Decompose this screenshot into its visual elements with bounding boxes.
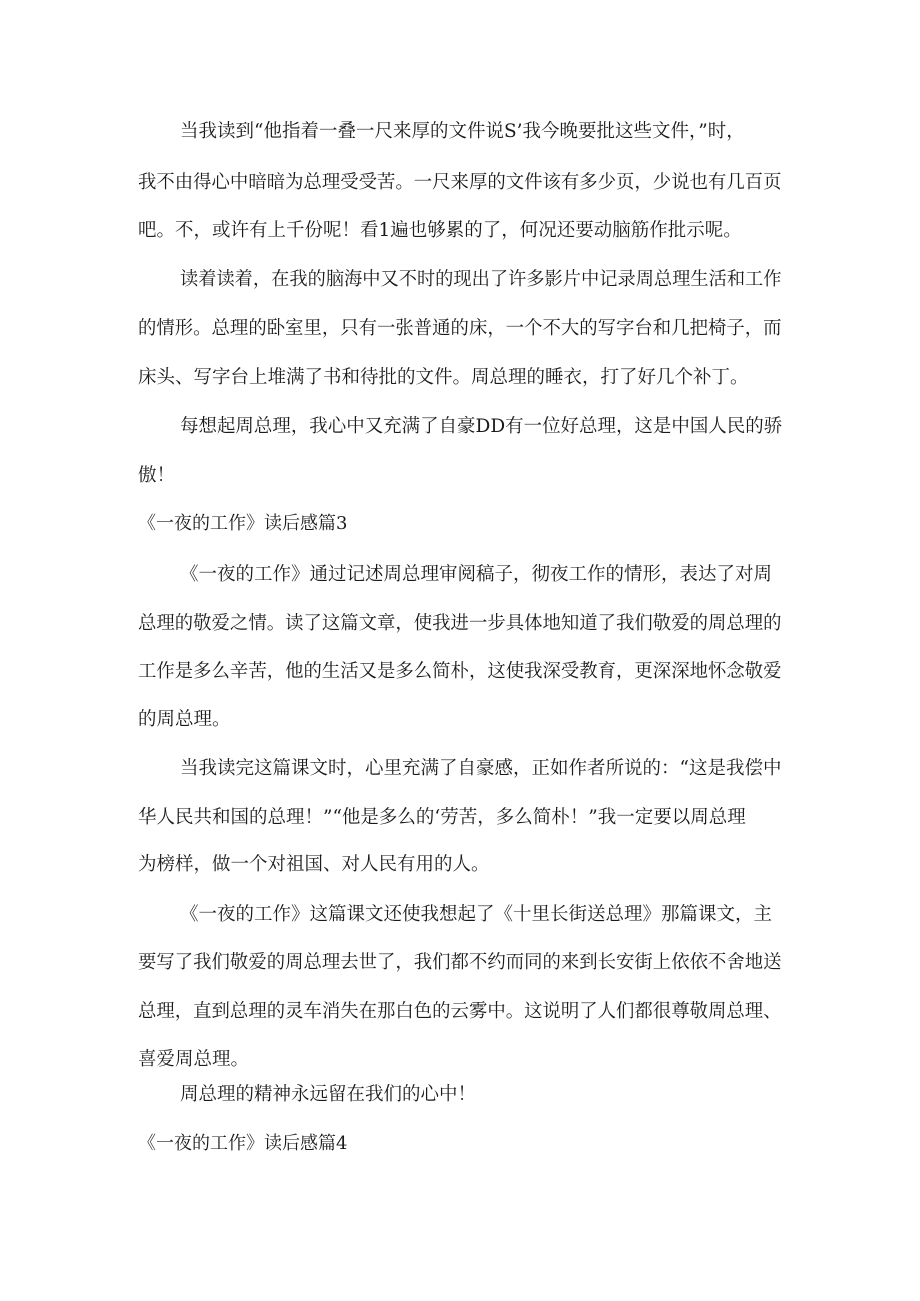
- text-line: 喜爱周总理。: [138, 1049, 250, 1070]
- text-line: 当我读到“他指着一叠一尺来厚的文件说S’我今晚要批这些文件，”时，: [180, 121, 745, 142]
- text-line: 华人民共和国的总理！”“他是多么的‘劳苦，多么简朴！”我一定要以周总理: [138, 807, 746, 828]
- text-line: 总理，直到总理的灵车消失在那白色的云雾中。这说明了人们都很尊敬周总理、: [138, 1001, 782, 1022]
- text-line: 吧。不，或许有上千份呢！看1遍也够累的了，何况还要动脑筋作批示呢。: [138, 220, 742, 241]
- text-line: 读着读着，在我的脑海中又不时的现出了许多影片中记录周总理生活和工作: [180, 269, 782, 290]
- text-line: 为榜样，做一个对祖国、对人民有用的人。: [138, 854, 490, 875]
- text-line: 要写了我们敬爱的周总理去世了，我们都不约而同的来到长安街上依依不舍地送: [138, 952, 782, 973]
- text-line: 当我读完这篇课文时，心里充满了自豪感，正如作者所说的：“这是我偿中: [180, 758, 782, 779]
- text-line: 我不由得心中暗暗为总理受受苦。一尺来厚的文件该有多少页，少说也有几百页: [138, 172, 782, 193]
- text-line: 周总理的精神永远留在我们的心中！: [180, 1084, 477, 1105]
- text-line: 总理的敬爱之情。读了这篇文章，使我进一步具体地知道了我们敬爱的周总理的: [138, 613, 782, 634]
- section-heading: 《一夜的工作》读后感篇3: [138, 513, 348, 534]
- text-line: 《一夜的工作》这篇课文还使我想起了《十里长街送总理》那篇课文，主: [180, 904, 773, 925]
- text-line: 的周总理。: [138, 709, 231, 730]
- text-line: 《一夜的工作》通过记述周总理审阅稿子，彻夜工作的情形，表达了对周: [180, 564, 773, 585]
- text-line: 每想起周总理，我心中又充满了自豪DD有一位好总理，这是中国人民的骄: [180, 416, 783, 437]
- text-line: 的情形。总理的卧室里，只有一张普通的床，一个不大的写字台和几把椅子，而: [138, 318, 782, 339]
- section-heading: 《一夜的工作》读后感篇4: [138, 1133, 348, 1154]
- text-line: 傲！: [138, 465, 176, 486]
- text-line: 床头、写字台上堆满了书和待批的文件。周总理的睡衣，打了好几个补丁。: [138, 367, 749, 388]
- text-line: 工作是多么辛苦，他的生活又是多么简朴，这使我深受教育，更深深地怀念敬爱: [138, 661, 782, 682]
